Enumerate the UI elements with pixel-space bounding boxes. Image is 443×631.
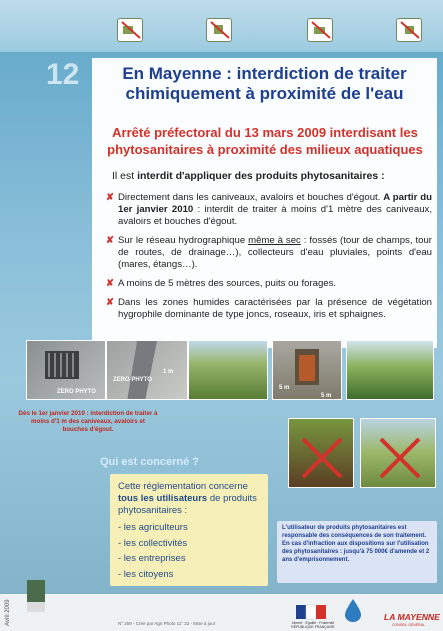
page-title <box>92 64 437 104</box>
no-spray-icon <box>117 18 143 42</box>
red-caption: Dès le 1er janvier 2010 : interdiction de traiter à moins d'1 m des caniveaux, avaloirs et bouches d'égout. <box>18 410 158 433</box>
sprayed-bank-photo <box>288 418 354 488</box>
credit-line: N° 259 - Crée par Agri Photo 11° 22 - Mise à jour <box>118 621 216 626</box>
conseil-general-text: CONSEIL GÉNÉRAL <box>392 623 425 627</box>
who-list <box>118 520 188 582</box>
title-line: chimiquement à proximité de l'eau <box>125 84 404 103</box>
cross-icon: ✘ <box>106 278 115 289</box>
list-item <box>106 192 432 228</box>
rule-text: : interdit de traiter à moins d'1 mètre des caniveaux, avaloirs et bouches d'égout. <box>118 204 432 227</box>
subtitle-line: phytosanitaires à proximité des milieux aquatiques <box>107 142 423 157</box>
date-footer: Avril 2009 <box>5 599 11 626</box>
well-photo <box>272 340 342 400</box>
footer-band <box>0 594 443 631</box>
rule-text: Sur le réseau hydrographique <box>118 235 249 246</box>
cross-icon: ✘ <box>106 297 115 308</box>
rule-underlined: même à sec <box>248 235 301 246</box>
intro-text <box>112 170 432 182</box>
zero-phyto-label: ZERO PHYTO <box>57 389 96 395</box>
title-line: En Mayenne : interdiction de traiter <box>122 64 407 83</box>
five-meter-label: 5 m <box>321 393 332 399</box>
rule-text: A moins de 5 mètres des sources, puits ou forages. <box>118 278 337 289</box>
page-subtitle <box>96 124 434 158</box>
list-item: - les entreprises <box>118 553 186 564</box>
rule-bold: A partir du 1er janvier 2010 <box>118 192 432 215</box>
list-item <box>106 297 432 321</box>
la-mayenne-logo: LA MAYENNE <box>384 612 440 622</box>
one-meter-label: 1 m <box>163 369 174 375</box>
cross-icon: ✘ <box>106 235 115 246</box>
republique-francaise-text: Liberté · Égalité · Fraternité RÉPUBLIQUE FRANÇAISE <box>291 621 335 629</box>
sprayed-ditch-photo <box>360 418 436 488</box>
no-spray-icon <box>396 18 422 42</box>
rule-text: : fossés (tour de champs, tour de routes, de drainage…), collecteurs d'eau pluviales, points d'eau (mares, étangs…). <box>118 235 432 270</box>
wetland-photo <box>346 340 434 400</box>
list-item: - les collectivités <box>118 537 188 549</box>
ditch-photo <box>188 340 268 400</box>
list-item <box>106 278 432 290</box>
no-spray-icon <box>206 18 232 42</box>
rule-text: Directement dans les caniveaux, avaloirs et bouches d'égout. <box>118 192 384 203</box>
list-item <box>106 235 432 271</box>
drain-grate-photo <box>26 340 106 400</box>
zero-phyto-label: ZERO PHYTO <box>113 377 152 383</box>
gutter-photo <box>106 340 188 400</box>
marianne-logo <box>296 603 326 621</box>
list-item: - les agriculteurs <box>118 522 188 533</box>
concern-part: de produits phytosanitaires : <box>118 493 257 516</box>
water-drop-logo <box>343 598 363 622</box>
concern-bold: tous les utilisateurs <box>118 493 208 504</box>
partner-logo-base <box>27 602 45 612</box>
partner-logo <box>27 580 45 602</box>
subtitle-line: Arrêté préfectoral du 13 mars 2009 interdisant les <box>112 125 418 140</box>
list-item: - les citoyens <box>118 568 174 580</box>
responsibility-text: L'utilisateur de produits phytosanitaires est responsable des conséquences de son traitement. En cas d'infraction aux dispositions sur l'utilisation des phytosanitaires : jusqu'à 75 000€ d'amende et 2 ans d'emprisonnement. <box>282 525 430 563</box>
no-spray-icon <box>307 18 333 42</box>
intro-bold: interdit d'appliquer des produits phytosanitaires : <box>137 170 385 182</box>
cross-icon: ✘ <box>106 192 115 203</box>
rule-text: Dans les zones humides caractérisées par la présence de végétation hygrophile dominante de type joncs, roseaux, iris et sphaignes. <box>118 297 432 320</box>
rules-list <box>106 192 432 328</box>
concern-text <box>118 481 266 517</box>
sheet-number: 12 <box>46 58 80 91</box>
intro-prefix: Il est <box>112 170 138 182</box>
who-heading: Qui est concerné ? <box>100 456 200 468</box>
concern-part: Cette réglementation concerne <box>118 481 248 492</box>
five-meter-label: 5 m <box>279 385 290 391</box>
